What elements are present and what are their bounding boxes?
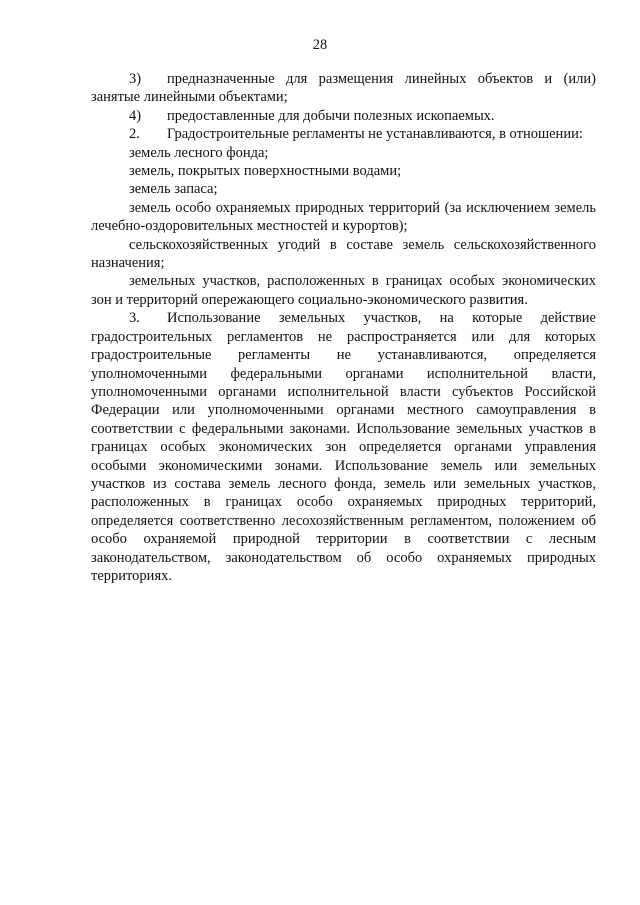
paragraph-text: Градостроительные регламенты не устанавливаются, в отношении: [167,126,583,143]
paragraph-text: земель запаса; [129,181,218,198]
paragraph-number: 2. [129,126,140,143]
paragraph-text: земель лесного фонда; [129,144,269,161]
list-item-economic-zones [91,272,596,309]
list-item-forest-lands [91,144,596,162]
paragraph-text: Использование земельных участков, на которые действие градостроительных регламентов не распространяется или для которых градостроительные регламенты не устанавливаются, определяется уполномоченными федеральными органами исполнительной власти, уполномоченными органами исполнительной власти субъектов Российской Федерации или уполномоченными органами местного самоуправления в соответствии с федеральными законами. Использование земельных участков в границах особых экономических зон определяется органами управления особыми экономическими зонами. Использование земель или земельных участков из состава земель лесного фонда, земель или земельных участков, расположенных в границах особо охраняемых природных территорий, определяется соответственно лесохозяйственным регламентом, положением об особо охраняемой природной территории в соответствии с лесным законодательством, законодательством об особо охраняемых природных территориях. [91,310,596,584]
list-item-water-lands [91,162,596,180]
paragraph-item-3 [91,70,596,107]
paragraph-number: 4) [129,107,142,124]
document-body [91,70,596,585]
list-item-reserve-lands [91,180,596,198]
list-item-protected-lands [91,199,596,236]
page-number: 28 [312,37,328,53]
paragraph-text: предназначенные для размещения линейных объектов и (или) занятые линейными объектами; [91,71,596,106]
list-item-agricultural-lands [91,236,596,273]
paragraph-text: сельскохозяйственных угодий в составе земель сельскохозяйственного назначения; [91,236,596,272]
paragraph-number: 3) [129,71,142,87]
paragraph-text: земель особо охраняемых природных территорий (за исключением земель лечебно-оздоровительных местностей и курортов); [91,199,596,235]
paragraph-section-2 [91,125,596,143]
paragraph-text: земель, покрытых поверхностными водами; [129,163,402,180]
paragraph-section-3 [91,309,596,585]
paragraph-number: 3. [129,310,140,327]
paragraph-text: предоставленные для добычи полезных ископаемых. [167,107,495,124]
paragraph-text: земельных участков, расположенных в границах особых экономических зон и территорий опережающего социально-экономического развития. [91,273,596,308]
paragraph-item-4 [91,107,596,125]
